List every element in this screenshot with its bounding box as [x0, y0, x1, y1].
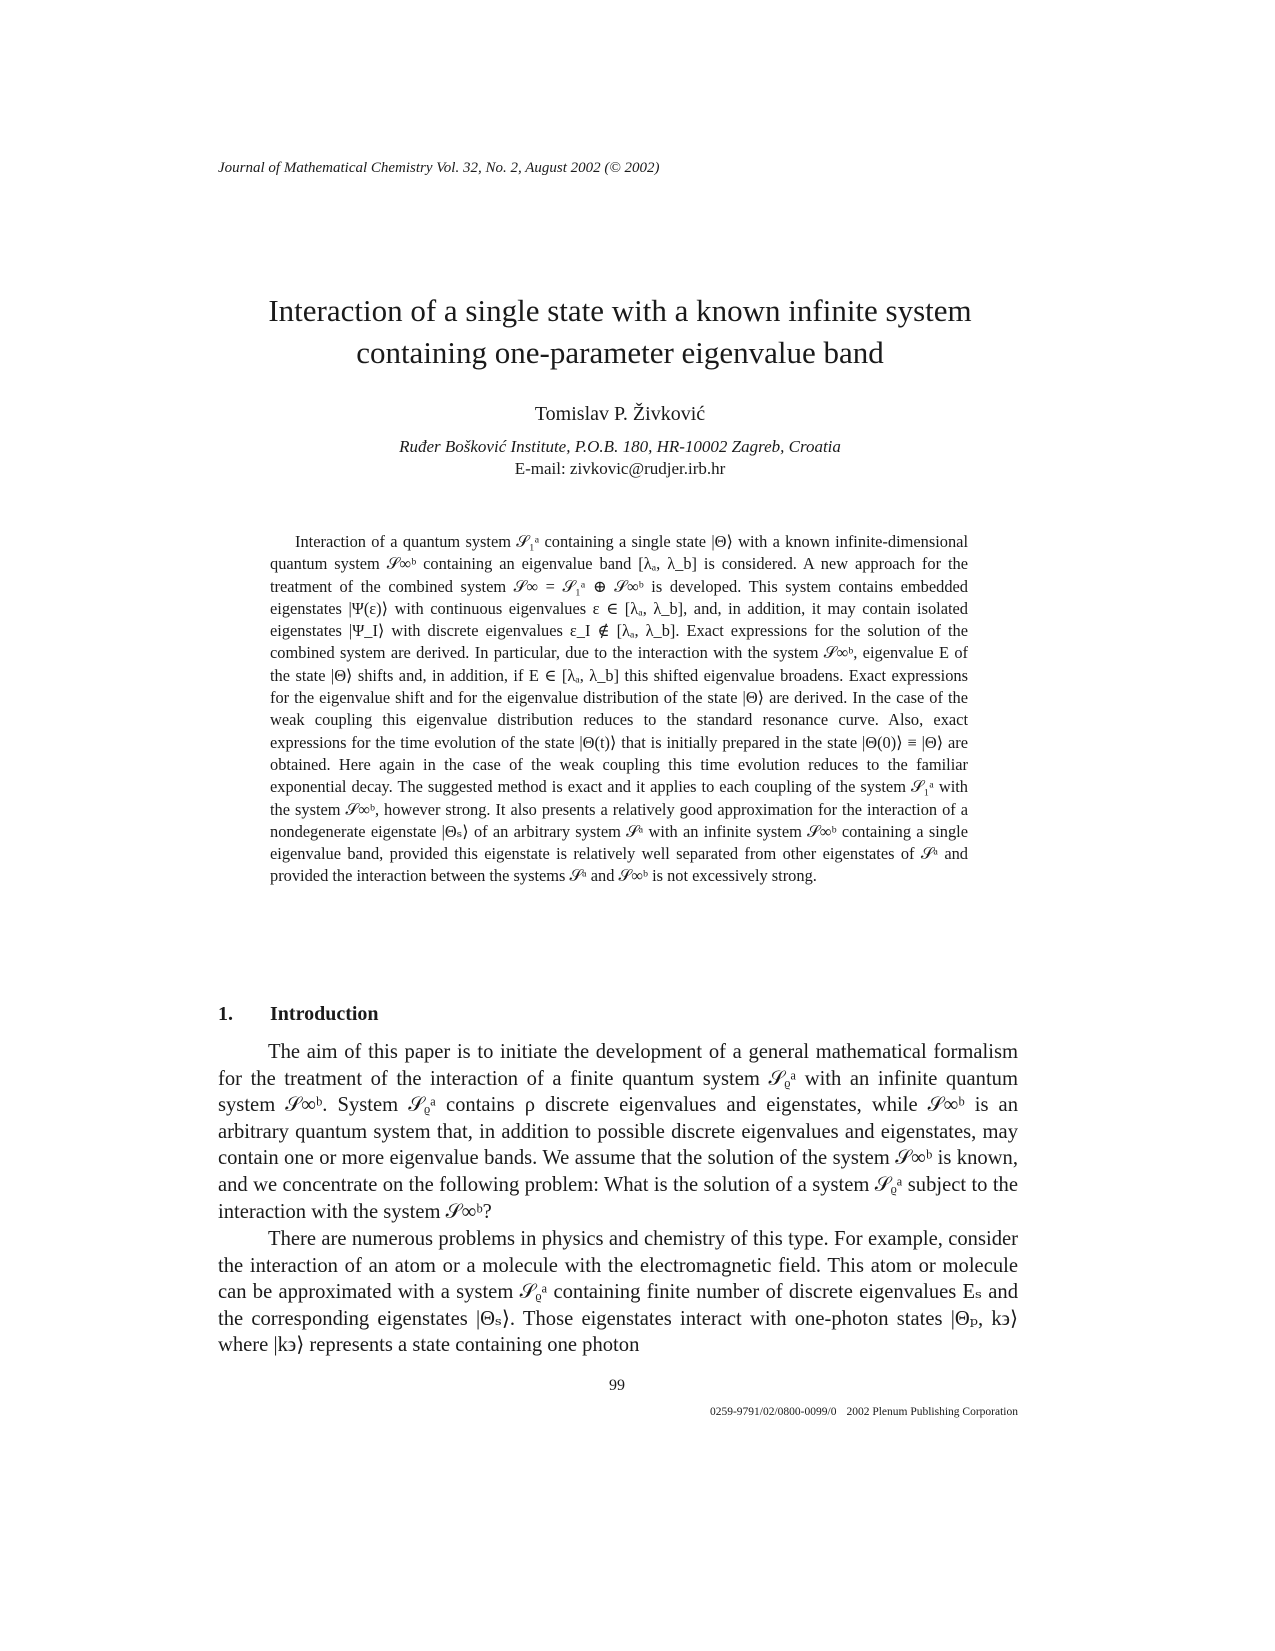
section-title: Introduction — [270, 1003, 379, 1025]
section-heading — [218, 1003, 379, 1026]
author-email: E-mail: zivkovic@rudjer.irb.hr — [514, 459, 726, 478]
body-paragraph-2: There are numerous problems in physics and chemistry of this type. For example, consider the interaction of an atom or a molecule with the electromagnetic field. This atom or molecule can be approximated with a system 𝒮ᵨᵃ containing finite number of discrete eigenvalues Eₛ and the corresponding eigenstates |Θₛ⟩. Those eigenstates interact with one-photon states |Θₚ, k϶⟩ where |k϶⟩ represents a state containing one photon — [218, 1228, 1018, 1357]
title-line-2: containing one-parameter eigenvalue band — [356, 335, 884, 370]
author-affiliation: Ruđer Bošković Institute, P.O.B. 180, HR-10002 Zagreb, Croatia — [399, 437, 841, 456]
page-number: 99 — [609, 1377, 625, 1394]
footer-code: 0259-9791/02/0800-0099/0 — [709, 1406, 837, 1418]
footer-publisher: 2002 Plenum Publishing Corporation — [846, 1406, 1018, 1418]
abstract: Interaction of a quantum system 𝒮₁ᵃ containing a single state |Θ⟩ with a known infinite-dimensional quantum system 𝒮∞ᵇ containing an eigenvalue band [λₐ, λ_b] is considered. A new approach for the treatment of the combined system 𝒮∞ = 𝒮₁ᵃ ⊕ 𝒮∞ᵇ is developed. This system contains embedded eigenstates |Ψ(ε)⟩ with continuous eigenvalues ε ∈ [λₐ, λ_b], and, in addition, it may contain isolated eigenstates |Ψ_I⟩ with discrete eigenvalues ε_I ∉ [λₐ, λ_b]. Exact expressions for the solution of the combined system are derived. In particular, due to the interaction with the system 𝒮∞ᵇ, eigenvalue E of the state |Θ⟩ shifts and, in addition, if E ∈ [λₐ, λ_b] this shifted eigenvalue broadens. Exact expressions for the eigenvalue shift and for the eigenvalue distribution of the state |Θ⟩ are derived. In the case of the weak coupling this eigenvalue distribution reduces to the standard resonance curve. Also, exact expressions for the time evolution of the state |Θ(t)⟩ that is initially prepared in the state |Θ(0)⟩ ≡ |Θ⟩ are obtained. Here again in the case of the weak coupling this time evolution reduces to the familiar exponential decay. The suggested method is exact and it applies to each coupling of the system 𝒮₁ᵃ with the system 𝒮∞ᵇ, however strong. It also presents a relatively good approximation for the interaction of a nondegenerate eigenstate |Θₛ⟩ of an arbitrary system 𝒮ᵃ with an infinite system 𝒮∞ᵇ containing a single eigenvalue band, provided this eigenstate is relatively well separated from other eigenstates of 𝒮ᵃ and provided the interaction between the systems 𝒮ᵃ and 𝒮∞ᵇ is not excessively strong. — [270, 532, 968, 886]
title-line-1: Interaction of a single state with a known infinite system — [268, 293, 972, 328]
section-number: 1. — [218, 1003, 233, 1025]
body-paragraph-1: The aim of this paper is to initiate the development of a general mathematical formalism for the treatment of the interaction of a finite quantum system 𝒮ᵨᵃ with an infinite quantum system 𝒮∞ᵇ. System 𝒮ᵨᵃ contains ρ discrete eigenvalues and eigenstates, while 𝒮∞ᵇ is an arbitrary quantum system that, in addition to possible discrete eigenvalues and eigenstates, may contain one or more eigenvalue bands. We assume that the solution of the system 𝒮∞ᵇ is known, and we concentrate on the following problem: What is the solution of a system 𝒮ᵨᵃ subject to the interaction with the system 𝒮∞ᵇ? — [218, 1041, 1018, 1223]
footer-copyright — [618, 1406, 1018, 1418]
paper-title — [180, 290, 1060, 374]
author-name: Tomislav P. Živković — [534, 403, 706, 425]
journal-header: Journal of Mathematical Chemistry Vol. 32, No. 2, August 2002 (© 2002) — [218, 160, 660, 176]
